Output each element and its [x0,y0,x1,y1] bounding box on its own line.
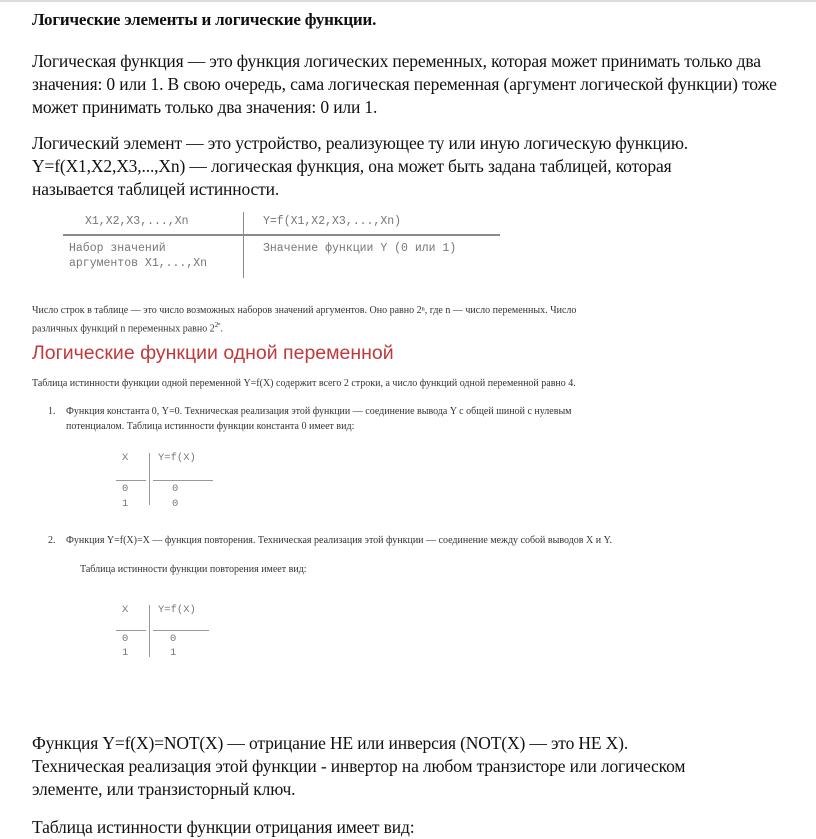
tt-divider-horizontal [116,630,146,631]
tt-cell: 0 [172,483,179,495]
paragraph-line: Техническая реализация этой функции - инвертор на любом транзисторе или логическом [32,756,686,776]
table-header-function: Y=f(X1,X2,X3,...,Xn) [263,215,402,228]
list-text-line: потенциалом. Таблица истинности функции константа 0 имеет вид: [66,421,355,432]
paragraph-logical-element [32,132,792,201]
tt-cell: 1 [122,498,129,510]
truth-table-constant-zero [116,450,246,510]
note-line: Число строк в таблице — это число возможных наборов значений аргументов. Оно равно 2ⁿ, где n — число переменных. Число [32,305,577,316]
table-cell-function-value: Значение функции Y (0 или 1) [263,242,457,255]
table-divider-horizontal [63,234,500,236]
cell-line: аргументов X1,...,Xn [69,257,208,270]
tt-header-x: X [122,452,129,464]
tt-divider-horizontal [153,630,209,631]
cell-line: Набор значений [69,242,166,255]
tt-cell: 0 [172,498,179,510]
paragraph-logical-function: Логическая функция — это функция логических переменных, которая может принимать только два значения: 0 или 1. В свою очередь, сама логическая переменная (аргумент логической функции) тоже может принимать только два значения: 0 или 1. [32,51,777,117]
tt-cell: 1 [122,647,129,659]
tt-cell: 1 [170,647,177,659]
list-number: 2. [48,535,56,546]
tt-cell: 0 [170,633,177,645]
list-text [66,404,786,434]
table-cell-args [69,241,207,271]
general-truth-table [63,208,503,278]
section-heading: Логические функции одной переменной [32,342,394,364]
list-number: 1. [48,406,56,417]
paragraph-negation-table-intro: Таблица истинности функции отрицания имеет вид: [32,817,415,837]
tt-header-y: Y=f(X) [158,604,196,616]
tt-header-x: X [122,604,129,616]
tt-divider-vertical [149,605,150,657]
tt-divider-vertical [149,453,150,505]
paragraph-line: элементе, или транзисторный ключ. [32,779,296,799]
paragraph-line: Y=f(X1,X2,X3,...,Xn) — логическая функция, она может быть задана таблицей, которая [32,156,672,176]
note-row-count [32,303,792,336]
document-title: Логические элементы и логические функции. [32,10,377,29]
table-header-args: X1,X2,X3,...,Xn [85,215,189,228]
paragraph-line: Функция Y=f(X)=NOT(X) — отрицание НЕ или инверсия (NOT(X) — это НЕ X). [32,733,629,753]
tt-cell: 0 [122,483,129,495]
list-subtext: Таблица истинности функции повторения имеет вид: [80,564,307,575]
paragraph-negation [32,732,792,801]
note-superscript: 2ⁿ [214,321,221,329]
tt-divider-horizontal [153,480,213,481]
section-intro: Таблица истинности функции одной переменной Y=f(X) содержит всего 2 строки, а число функций одной переменной равно 4. [32,378,576,389]
list-text: Функция Y=f(X)=X — функция повторения. Техническая реализация этой функции — соединение между собой выводов X и Y. [66,535,613,546]
note-text: . [220,323,223,335]
note-line [32,318,792,336]
note-text: различных функций n переменных равно 2 [32,323,215,335]
paragraph-line: называется таблицей истинности. [32,179,280,199]
tt-cell: 0 [122,633,129,645]
list-text-line: Функция константа 0, Y=0. Техническая реализация этой функции — соединение вывода Y с общей шиной с нулевым [66,406,572,417]
table-divider-vertical [243,212,244,278]
tt-divider-horizontal [116,480,146,481]
truth-table-repetition [116,602,246,662]
paragraph-line: Логический элемент — это устройство, реализующее ту или иную логическую функцию. [32,133,689,153]
tt-header-y: Y=f(X) [158,452,196,464]
